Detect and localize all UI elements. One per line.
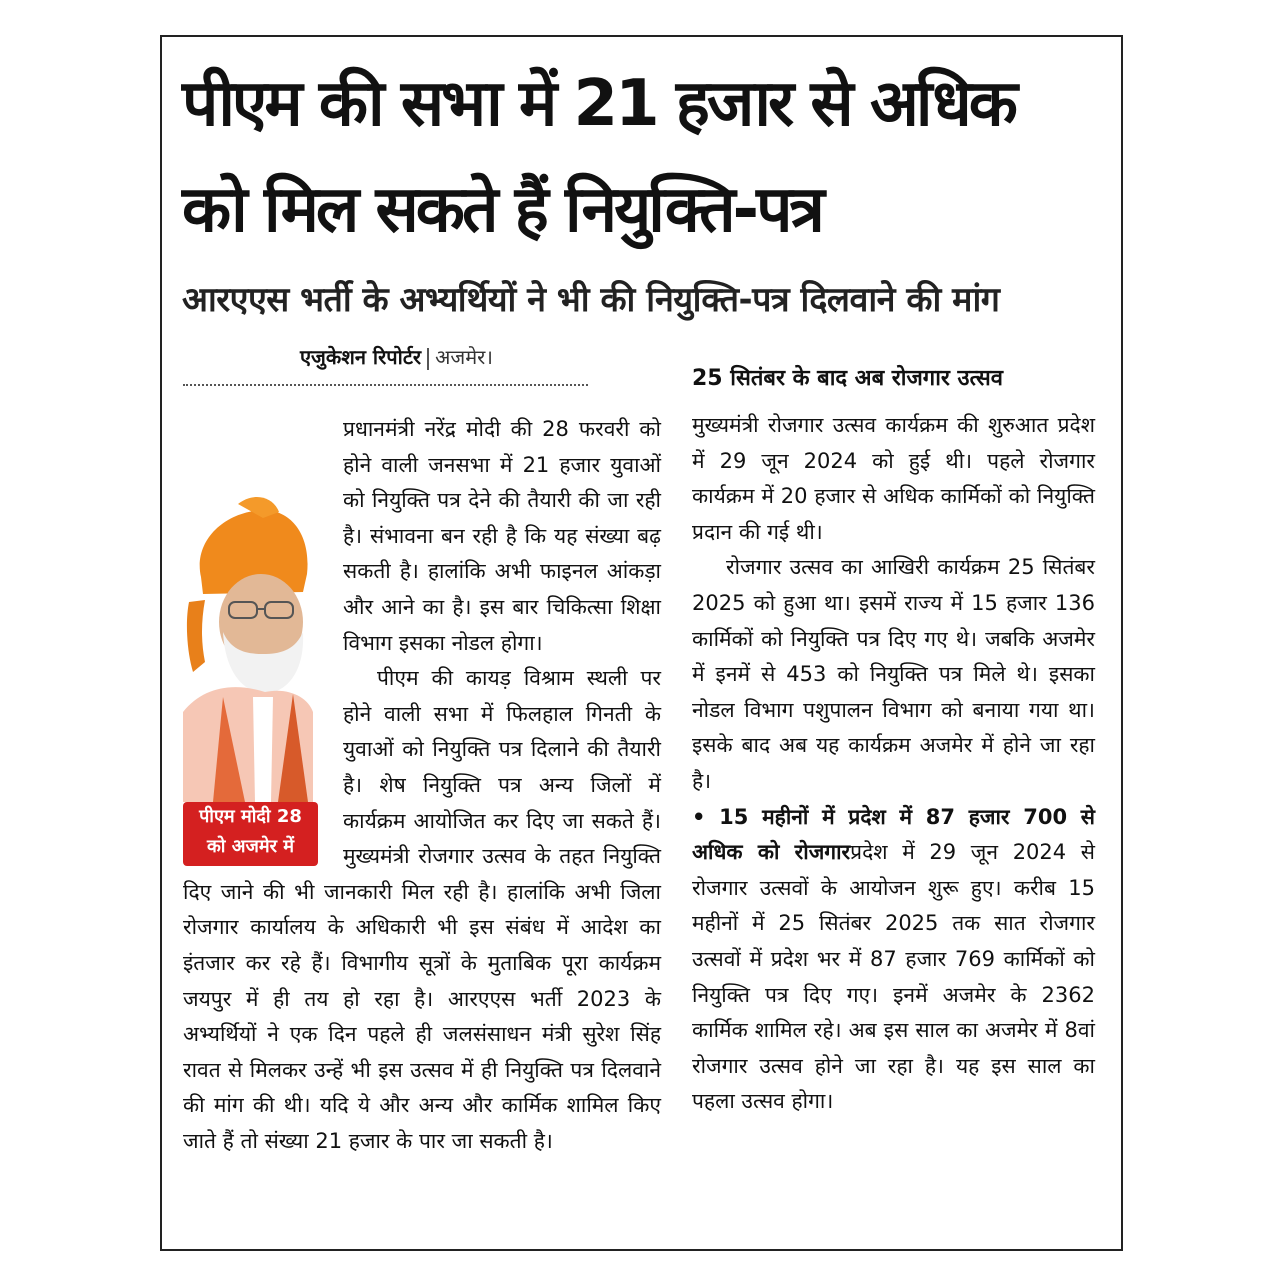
byline: [300, 343, 493, 370]
right-paragraph-2: रोजगार उत्सव का आखिरी कार्यक्रम 25 सितंबर 2025 को हुआ था। इसमें राज्य में 15 हजार 136 कार्मिकों को नियुक्ति पत्र दिए गए थे। जबकि अजमेर में इनमें से 453 को नियुक्ति पत्र मिले थे। इसका नोडल विभाग पशुपालन विभाग को बनाया गया था। इसके बाद अब यह कार्यक्रम अजमेर में होने जा रहा है।: [692, 555, 1095, 793]
right-paragraph-1: मुख्यमंत्री रोजगार उत्सव कार्यक्रम की शुरुआत प्रदेश में 29 जून 2024 को हुई थी। पहले रोजगार कार्यक्रम में 20 हजार से अधिक कार्मिकों को नियुक्ति प्रदान की गई थी।: [692, 413, 1095, 544]
headline-line-1: पीएम की सभा में 21 हजार से अधिक: [182, 67, 1015, 141]
byline-separator: [427, 348, 429, 370]
right-section-title: 25 सितंबर के बाद अब रोजगार उत्सव: [692, 366, 1004, 391]
left-paragraph-2: पीएम की कायड़ विश्राम स्थली पर होने वाली सभा में फिलहाल गिनती के युवाओं को नियुक्ति पत्र दिलाने की तैयारी है। शेष नियुक्ति पत्र अन्य जिलों में कार्यक्रम आयोजित कर दिए जा सकते हैं। मुख्यमंत्री रोजगार उत्सव के तहत नियुक्ति दिए जाने की भी जानकारी मिल रही है। हालांकि अभी जिला रोजगार कार्यालय के अधिकारी भी इस संबंध में आदेश का इंतजार कर रहे हैं। विभागीय सूत्रों के मुताबिक पूरा कार्यक्रम जयपुर में ही तय हो रहा है। आरएएस भर्ती 2023 के अभ्यर्थियों ने एक दिन पहले ही जलसंसाधन मंत्री सुरेश सिंह रावत से मिलकर उन्हें भी इस उत्सव में ही नियुक्ति पत्र दिलवाने की मांग की थी। यदि ये और अन्य और कार्मिक शामिल किए जाते हैं तो संख्या 21 हजार के पार जा सकती है।: [183, 666, 661, 1153]
byline-reporter: एजुकेशन रिपोर्टर: [300, 345, 422, 369]
right-column: [692, 356, 1095, 1120]
right-subhead: • 15 महीनों में प्रदेश में 87 हजार 700 से अधिक को रोजगार: [692, 804, 1095, 865]
right-paragraph-3-text: प्रदेश में 29 जून 2024 से रोजगार उत्सवों के आयोजन शुरू हुए। करीब 15 महीनों में 25 सितंबर 2025 तक सात रोजगार उत्सवों में प्रदेश भर में 87 हजार 769 कार्मिकों को नियुक्ति पत्र दिए गए। इनमें अजमेर के 2362 कार्मिक शामिल रहे। अब इस साल का अजमेर में 8वां रोजगार उत्सव होने जा रहा है। यह इस साल का पहला उत्सव होगा।: [692, 840, 1095, 1114]
left-paragraph-1: प्रधानमंत्री नरेंद्र मोदी की 28 फरवरी को होने वाली जनसभा में 21 हजार युवाओं को नियुक्ति पत्र देने की तैयारी की जा रही है। संभावना बन रही है कि यह संख्या बढ़ सकती है। हालांकि अभी फाइनल आंकड़ा और आने का है। इस बार चिकित्सा शिक्षा विभाग इसका नोडल होगा।: [343, 417, 661, 655]
headline-line-2: को मिल सकते हैं नियुक्ति-पत्र: [182, 173, 822, 247]
right-paragraph-3: [692, 800, 1095, 1120]
photo-caption: [183, 802, 318, 866]
caption-line-2: को अजमेर में: [206, 836, 295, 857]
photo-block: [183, 482, 333, 867]
left-column: [183, 412, 661, 1240]
byline-city: अजमेर।: [435, 345, 493, 369]
caption-line-1: पीएम मोदी 28: [199, 806, 302, 827]
pm-photo: [183, 482, 313, 802]
subheadline: आरएएस भर्ती के अभ्यर्थियों ने भी की नियुक्ति-पत्र दिलवाने की मांग: [182, 280, 1000, 320]
dotted-divider: [183, 384, 588, 386]
